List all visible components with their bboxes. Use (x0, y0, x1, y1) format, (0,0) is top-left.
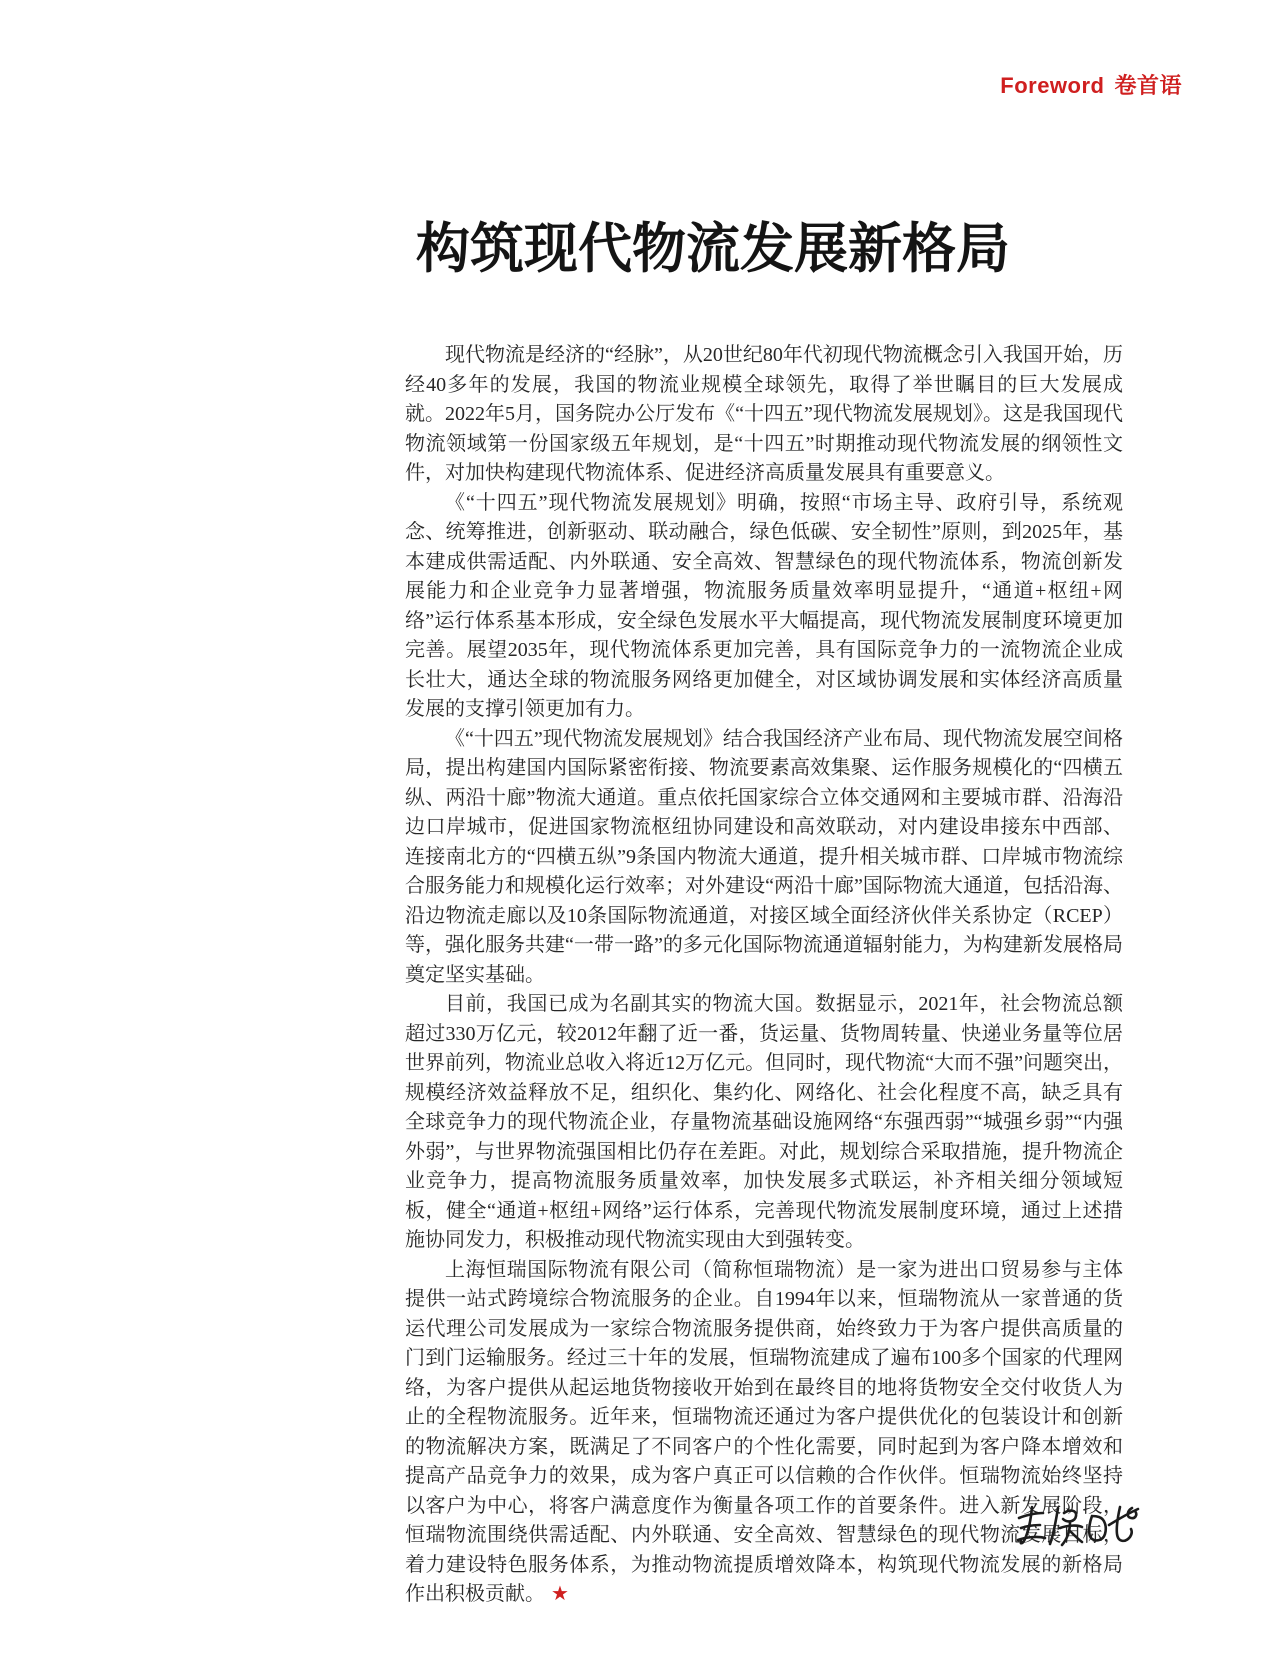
foreword-header-zh: 卷首语 (1114, 73, 1182, 98)
signature (1012, 1498, 1148, 1560)
article-body (405, 341, 1123, 1610)
paragraph-4: 目前，我国已成为名副其实的物流大国。数据显示，2021年，社会物流总额超过330万亿元，较2012年翻了近一番，货运量、货物周转量、快递业务量等位居世界前列，物流业总收入将近12万亿元。但同时，现代物流“大而不强”问题突出，规模经济效益释放不足，组织化、集约化、网络化、社会化程度不高，缺乏具有全球竞争力的现代物流企业，存量物流基础设施网络“东强西弱”“城强乡弱”“内强外弱”，与世界物流强国相比仍存在差距。对此，规划综合采取措施，提升物流企业竞争力，提高物流服务质量效率，加快发展多式联运，补齐相关细分领域短板，健全“通道+枢纽+网络”运行体系，完善现代物流发展制度环境，通过上述措施协同发力，积极推动现代物流实现由大到强转变。 (405, 993, 1123, 1251)
red-star-icon: ★ (551, 1583, 569, 1605)
paragraph-5: 上海恒瑞国际物流有限公司（简称恒瑞物流）是一家为进出口贸易参与主体提供一站式跨境综合物流服务的企业。自1994年以来，恒瑞物流从一家普通的货运代理公司发展成为一家综合物流服务提供商，始终致力于为客户提供高质量的门到门运输服务。经过三十年的发展，恒瑞物流建成了遍布100多个国家的代理网络，为客户提供从起运地货物接收开始到在最终目的地将货物安全交付收货人为止的全程物流服务。近年来，恒瑞物流还通过为客户提供优化的包装设计和创新的物流解决方案，既满足了不同客户的个性化需要，同时起到为客户降本增效和提高产品竞争力的效果，成为客户真正可以信赖的合作伙伴。恒瑞物流始终坚持以客户为中心，将客户满意度作为衡量各项工作的首要条件。进入新发展阶段，恒瑞物流围绕供需适配、内外联通、安全高效、智慧绿色的现代物流发展目标，着力建设特色服务体系，为推动物流提质增效降本，构筑现代物流发展的新格局作出积极贡献。 ★ (405, 1258, 1123, 1605)
paragraph-3: 《“十四五”现代物流发展规划》结合我国经济产业布局、现代物流发展空间格局，提出构建国内国际紧密衔接、物流要素高效集聚、运作服务规模化的“四横五纵、两沿十廊”物流大通道。重点依托国家综合立体交通网和主要城市群、沿海沿边口岸城市，促进国家物流枢纽协同建设和高效联动，对内建设串接东中西部、连接南北方的“四横五纵”9条国内物流大通道，提升相关城市群、口岸城市物流综合服务能力和规模化运行效率；对外建设“两沿十廊”国际物流大通道，包括沿海、沿边物流走廊以及10条国际物流通道，对接区域全面经济伙伴关系协定（RCEP）等，强化服务共建“一带一路”的多元化国际物流通道辐射能力，为构建新发展格局奠定坚实基础。 (405, 727, 1123, 986)
paragraph-1: 现代物流是经济的“经脉”，从20世纪80年代初现代物流概念引入我国开始，历经40多年的发展，我国的物流业规模全球领先，取得了举世瞩目的巨大发展成就。2022年5月，国务院办公厅发布《“十四五”现代物流发展规划》。这是我国现代物流领域第一份国家级五年规划，是“十四五”时期推动现代物流发展的纲领性文件，对加快构建现代物流体系、促进经济高质量发展具有重要意义。 (405, 344, 1123, 484)
paragraph-2: 《“十四五”现代物流发展规划》明确，按照“市场主导、政府引导，系统观念、统筹推进，创新驱动、联动融合，绿色低碳、安全韧性”原则，到2025年，基本建成供需适配、内外联通、安全高效、智慧绿色的现代物流体系，物流创新发展能力和企业竞争力显著增强，物流服务质量效率明显提升，“通道+枢纽+网络”运行体系基本形成，安全绿色发展水平大幅提高，现代物流发展制度环境更加完善。展望2035年，现代物流体系更加完善，具有国际竞争力的一流物流企业成长壮大，通达全球的物流服务网络更加健全，对区域协调发展和实体经济高质量发展的支撑引领更加有力。 (405, 491, 1123, 720)
page-title: 构筑现代物流发展新格局 (416, 219, 1010, 280)
foreword-header-en: Foreword (1000, 73, 1105, 98)
foreword-header (1000, 69, 1182, 100)
